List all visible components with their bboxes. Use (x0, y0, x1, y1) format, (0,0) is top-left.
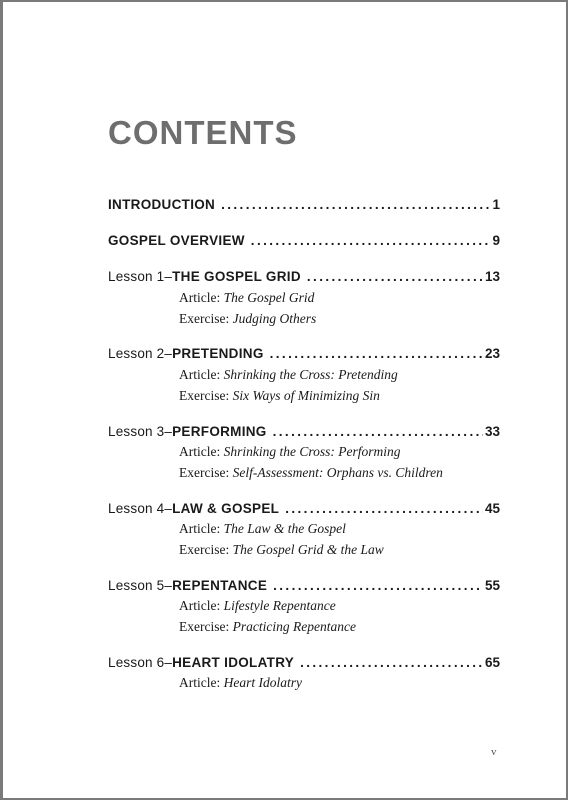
sub-entry-label: Article: (179, 521, 224, 536)
dot-leader (300, 654, 483, 672)
toc-entry-prefix: Lesson 1– (108, 269, 173, 284)
sub-entry-title: Heart Idolatry (223, 675, 302, 690)
sub-entry-label: Article: (179, 675, 224, 690)
toc-sub-entry (179, 464, 443, 482)
toc-entry-lesson-6[interactable] (108, 654, 500, 672)
sub-entry-title: Shrinking the Cross: Performing (223, 444, 401, 459)
sub-entry-title: Judging Others (232, 311, 317, 326)
document-page (3, 2, 566, 798)
toc-entry-heading: HEART IDOLATRY (172, 655, 295, 670)
toc-sub-entry (179, 289, 314, 307)
sub-entry-label: Article: (179, 598, 224, 613)
toc-sub-entry (179, 674, 302, 692)
toc-sub-entry (179, 618, 356, 636)
page-title: CONTENTS (108, 114, 298, 151)
toc-entry-page-number: 13 (484, 269, 500, 284)
dot-leader (273, 423, 483, 441)
toc-entry-lesson-5[interactable] (108, 577, 500, 595)
toc-sub-entry (179, 520, 346, 538)
dot-leader (270, 345, 483, 363)
sub-entry-label: Article: (179, 367, 224, 382)
toc-entry-heading: PRETENDING (172, 346, 264, 361)
toc-entry-prefix: Lesson 4– (108, 501, 173, 516)
sub-entry-title: Practicing Repentance (232, 619, 356, 634)
sub-entry-title: Shrinking the Cross: Pretending (223, 367, 398, 382)
toc-entry-prefix: Lesson 6– (108, 655, 173, 670)
toc-entry-lesson-1[interactable] (108, 268, 500, 286)
toc-sub-entry (179, 387, 380, 405)
sub-entry-label: Article: (179, 290, 224, 305)
sub-entry-label: Exercise: (179, 619, 233, 634)
sub-entry-title: Self-Assessment: Orphans vs. Children (232, 465, 443, 480)
toc-entry-page-number: 33 (484, 424, 500, 439)
sub-entry-title: The Law & the Gospel (223, 521, 346, 536)
toc-sub-entry (179, 366, 398, 384)
toc-entry-gospel-overview[interactable] (108, 232, 500, 250)
sub-entry-title: The Gospel Grid & the Law (232, 542, 384, 557)
toc-entry-heading: INTRODUCTION (108, 197, 216, 212)
toc-entry-prefix: Lesson 5– (108, 578, 173, 593)
sub-entry-label: Exercise: (179, 311, 233, 326)
toc-entry-heading: REPENTANCE (172, 578, 268, 593)
toc-entry-page-number: 65 (484, 655, 500, 670)
toc-entry-page-number: 55 (484, 578, 500, 593)
toc-entry-prefix: Lesson 3– (108, 424, 173, 439)
sub-entry-label: Exercise: (179, 465, 233, 480)
page-folio: v (491, 746, 497, 758)
toc-entry-lesson-4[interactable] (108, 500, 500, 518)
dot-leader (221, 196, 490, 214)
sub-entry-label: Article: (179, 444, 224, 459)
toc-entry-page-number: 23 (484, 346, 500, 361)
dot-leader (307, 268, 483, 286)
toc-sub-entry (179, 310, 316, 328)
toc-entry-lesson-2[interactable] (108, 345, 500, 363)
toc-sub-entry (179, 443, 400, 461)
dot-leader (251, 232, 491, 250)
toc-entry-introduction[interactable] (108, 196, 500, 214)
sub-entry-title: Six Ways of Minimizing Sin (232, 388, 380, 403)
sub-entry-title: Lifestyle Repentance (223, 598, 336, 613)
sub-entry-label: Exercise: (179, 388, 233, 403)
sub-entry-label: Exercise: (179, 542, 233, 557)
toc-entry-heading: LAW & GOSPEL (172, 501, 280, 516)
toc-sub-entry (179, 541, 384, 559)
sub-entry-title: The Gospel Grid (223, 290, 315, 305)
dot-leader (285, 500, 483, 518)
toc-sub-entry (179, 597, 336, 615)
toc-entry-prefix: Lesson 2– (108, 346, 173, 361)
dot-leader (273, 577, 483, 595)
toc-entry-lesson-3[interactable] (108, 423, 500, 441)
toc-entry-heading: PERFORMING (172, 424, 267, 439)
toc-entry-heading: THE GOSPEL GRID (172, 269, 301, 284)
table-of-contents (108, 2, 500, 798)
toc-entry-page-number: 9 (492, 233, 500, 248)
toc-entry-page-number: 45 (484, 501, 500, 516)
toc-entry-heading: GOSPEL OVERVIEW (108, 233, 245, 248)
toc-entry-page-number: 1 (492, 197, 500, 212)
